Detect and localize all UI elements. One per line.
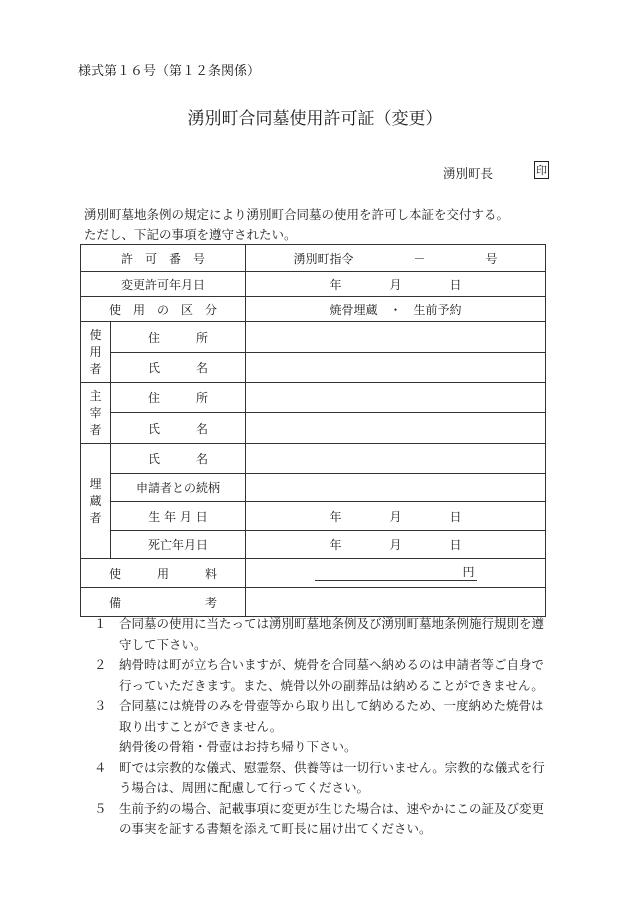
fee-label: 使 用 料	[81, 559, 246, 588]
note-text: 納骨時は町が立ち合いますが、焼骨を合同墓へ納めるのは申請者等ご自身で行っていただきます。また、焼骨以外の副葬品は納めることができません。	[119, 657, 545, 693]
row-buried-name	[81, 444, 546, 474]
fee-unit: 円	[462, 565, 475, 579]
row-buried-relation	[81, 474, 546, 502]
note-item	[94, 696, 554, 758]
row-host-address	[81, 383, 546, 413]
row-buried-death	[81, 531, 546, 559]
row-change-date	[81, 272, 546, 297]
note-number: ４	[94, 759, 107, 775]
buried-relation-field[interactable]	[246, 474, 546, 502]
row-user-name	[81, 353, 546, 383]
buried-name-label: 氏 名	[111, 444, 246, 474]
buried-death-label: 死亡年月日	[111, 531, 246, 559]
host-group-label: 主 宰 者	[81, 383, 111, 444]
note-item	[94, 614, 554, 655]
change-date-value: 年 月 日	[246, 272, 546, 297]
note-item	[94, 655, 554, 696]
change-date-label: 変更許可年月日	[81, 272, 246, 297]
buried-group-label: 埋 蔵 者	[81, 444, 111, 559]
host-address-field[interactable]	[246, 383, 546, 413]
row-host-name	[81, 413, 546, 444]
permit-table	[80, 244, 546, 617]
intro-line-2: ただし、下記の事項を遵守されたい。	[84, 227, 297, 242]
note-number: ３	[94, 698, 107, 713]
buried-name-field[interactable]	[246, 444, 546, 474]
row-user-address	[81, 322, 546, 353]
note-number: ５	[94, 800, 107, 816]
buried-birth-value: 年 月 日	[246, 502, 546, 531]
fee-amount-line	[315, 565, 477, 581]
user-address-label: 住 所	[111, 322, 246, 353]
form-number: 様式第１６号（第１２条関係）	[78, 64, 261, 79]
remarks-field[interactable]	[246, 588, 546, 617]
user-address-field[interactable]	[246, 322, 546, 353]
note-text: 合同墓には焼骨のみを骨壺等から取り出して納めるため、一度納めた焼骨は取り出すことができません。	[119, 698, 544, 734]
permit-number-value: 湧別町指令 － 号	[246, 245, 546, 272]
row-remarks	[81, 588, 546, 617]
user-group-label: 使 用 者	[81, 322, 111, 383]
host-name-label: 氏 名	[111, 413, 246, 444]
note-text: 合同墓の使用に当たっては湧別町墓地条例及び湧別町墓地条例施行規則を遵守して下さい。	[119, 616, 545, 652]
fee-field[interactable]	[246, 559, 546, 588]
row-category	[81, 297, 546, 322]
category-label: 使 用 の 区 分	[81, 297, 246, 322]
buried-death-value: 年 月 日	[246, 531, 546, 559]
category-value: 焼骨埋蔵 ・ 生前予約	[246, 297, 546, 322]
issuer-name: 湧別町長	[443, 166, 494, 181]
row-permit-number	[81, 245, 546, 272]
user-name-field[interactable]	[246, 353, 546, 383]
document-title: 湧別町合同墓使用許可証（変更）	[187, 109, 443, 129]
buried-relation-label: 申請者との続柄	[111, 474, 246, 502]
note-number: ２	[94, 657, 107, 672]
note-item	[94, 799, 554, 840]
intro-line-1: 湧別町墓地条例の規定により湧別町合同墓の使用を許可し本証を交付する。	[84, 207, 510, 222]
notes-list	[94, 614, 554, 840]
permit-number-label: 許 可 番 号	[81, 245, 246, 272]
host-name-field[interactable]	[246, 413, 546, 444]
remarks-label: 備 考	[81, 588, 246, 617]
note-text: 町では宗教的な儀式、慰霊祭、供養等は一切行いません。宗教的な儀式を行う場合は、周囲に配慮して行ってください。	[119, 759, 545, 795]
note-item	[94, 758, 554, 799]
user-name-label: 氏 名	[111, 353, 246, 383]
row-fee	[81, 559, 546, 588]
host-address-label: 住 所	[111, 383, 246, 413]
buried-birth-label: 生 年 月 日	[111, 502, 246, 531]
note-text: 生前予約の場合、記載事項に変更が生じた場合は、速やかにこの証及び変更の事実を証する書類を添えて町長に届け出てください。	[119, 800, 545, 836]
note-extra-text: 納骨後の骨箱・骨壺はお持ち帰り下さい。	[119, 739, 357, 754]
seal-box: 印	[534, 161, 549, 179]
note-number: １	[94, 616, 107, 631]
row-buried-birth	[81, 502, 546, 531]
